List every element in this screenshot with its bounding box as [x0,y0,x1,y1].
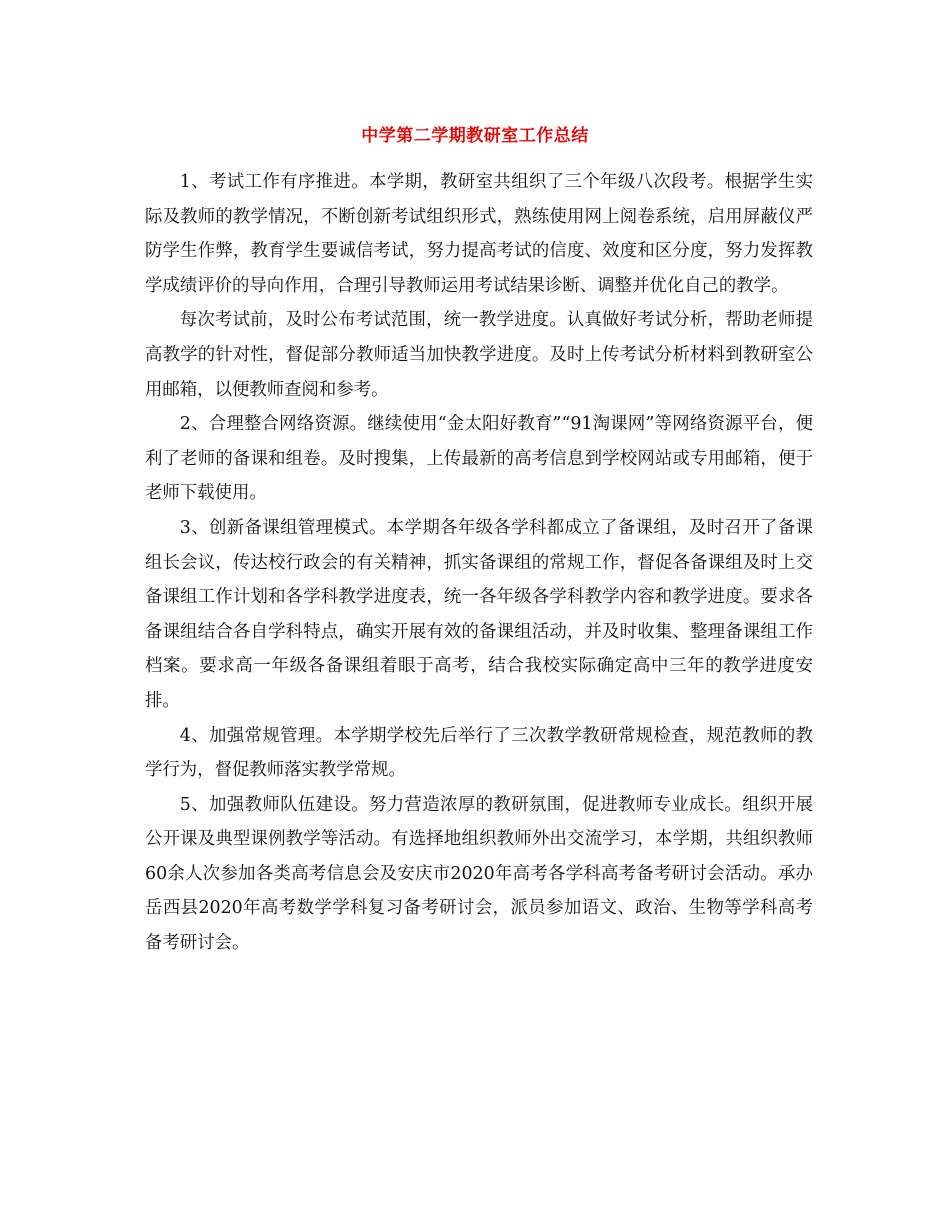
paragraph: 1、考试工作有序推进。本学期，教研室共组织了三个年级八次段考。根据学生实际及教师的教学情况，不断创新考试组织形式，熟练使用网上阅卷系统，启用屏蔽仪严防学生作弊，教育学生要诚信考试，努力提高考试的信度、效度和区分度，努力发挥教学成绩评价的导向作用，合理引导教师运用考试结果诊断、调整并优化自己的教学。 [145,172,813,296]
paragraph: 3、创新备课组管理模式。本学期各年级各学科都成立了备课组，及时召开了备课组长会议，传达校行政会的有关精神，抓实备课组的常规工作，督促各备课组及时上交备课组工作计划和各学科教学进度表，统一各年级各学科教学内容和教学进度。要求各备课组结合各自学科特点，确实开展有效的备课组活动，并及时收集、整理备课组工作档案。要求高一年级各备课组着眼于高考，结合我校实际确定高中三年的教学进度安排。 [145,517,813,711]
paragraph: 每次考试前，及时公布考试范围，统一教学进度。认真做好考试分析，帮助老师提高教学的针对性，督促部分教师适当加快教学进度。及时上传考试分析材料到教研室公用邮箱，以便教师查阅和参考。 [145,310,813,400]
document-title: 中学第二学期教研室工作总结 [361,126,589,146]
paragraph: 4、加强常规管理。本学期学校先后举行了三次教学教研常规检查，规范教师的教学行为，督促教师落实教学常规。 [145,725,813,781]
document-body [145,165,813,961]
paragraph: 2、合理整合网络资源。继续使用“金太阳好教育”“91淘课网”等网络资源平台，便利了老师的备课和组卷。及时搜集，上传最新的高考信息到学校网站或专用邮箱，便于老师下载使用。 [145,414,813,504]
paragraph: 5、加强教师队伍建设。努力营造浓厚的教研氛围，促进教师专业成长。组织开展公开课及典型课例教学等活动。有选择地组织教师外出交流学习，本学期，共组织教师60余人次参加各类高考信息会及安庆市2020年高考各学科高考备考研讨会活动。承办岳西县2020年高考数学学科复习备考研讨会，派员参加语文、政治、生物等学科高考备考研讨会。 [145,794,813,954]
